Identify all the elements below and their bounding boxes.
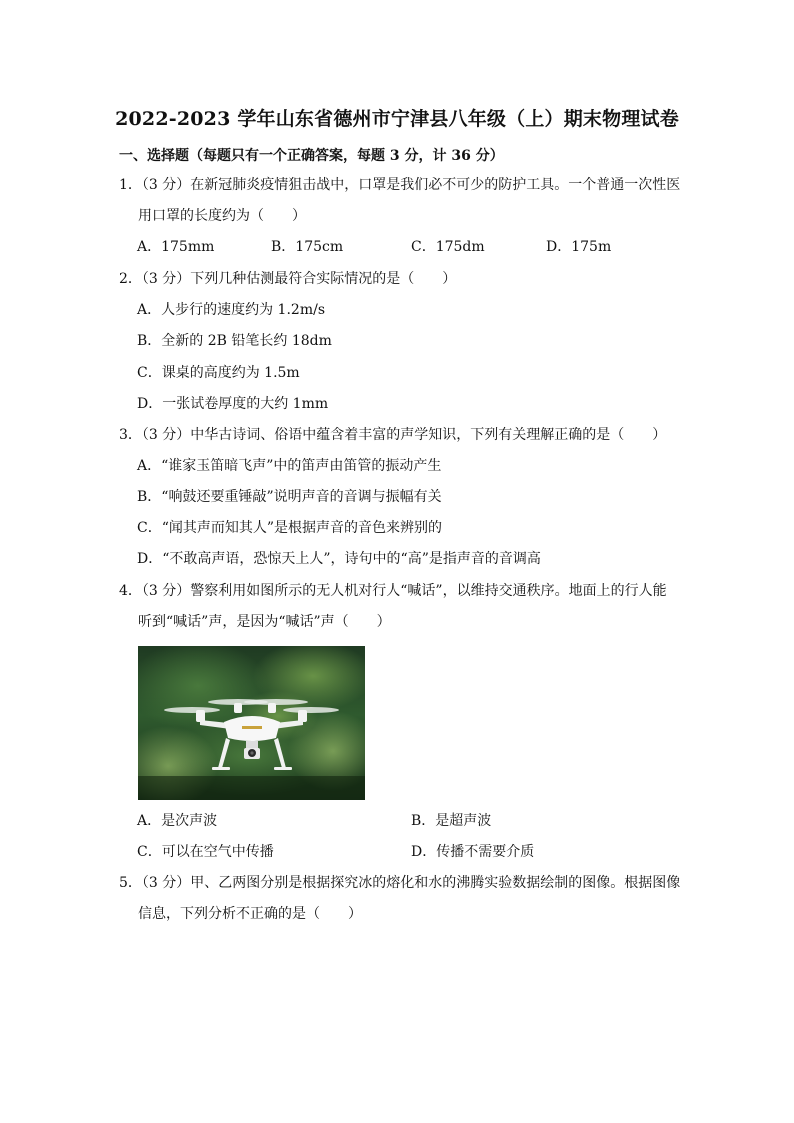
question-1-option-b: B．175cm <box>271 239 344 255</box>
question-3-option-c: C．“闻其声而知其人”是根据声音的音色来辨别的 <box>137 520 443 536</box>
question-3-option-a: A．“谁家玉笛暗飞声”中的笛声由笛管的振动产生 <box>137 458 442 474</box>
drone-photo <box>138 646 365 800</box>
question-2-option-a: A．人步行的速度约为 1.2m/s <box>137 302 326 318</box>
section-heading: 一、选择题（每题只有一个正确答案，每题 3 分，计 36 分） <box>119 148 504 164</box>
question-1-option-c: C．175dm <box>411 239 485 255</box>
question-1-option-d: D．175m <box>546 239 612 255</box>
question-5-line-1: 5．（3 分）甲、乙两图分别是根据探究冰的熔化和水的沸腾实验数据绘制的图像。根据图像 <box>119 875 681 891</box>
question-4-line-1: 4．（3 分）警察利用如图所示的无人机对行人“喊话”，以维持交通秩序。地面上的行人能 <box>119 583 667 599</box>
question-2-line-1: 2．（3 分）下列几种估测最符合实际情况的是（ ） <box>119 271 457 287</box>
question-2-option-d: D．一张试卷厚度的大约 1mm <box>137 396 329 412</box>
question-2-option-b: B．全新的 2B 铅笔长约 18dm <box>137 333 332 349</box>
question-4-option-c: C．可以在空气中传播 <box>137 844 274 860</box>
question-1-line-2: 用口罩的长度约为（ ） <box>138 208 306 224</box>
question-4-option-d: D．传播不需要介质 <box>411 844 535 860</box>
page-title: 2022-2023 学年山东省德州市宁津县八年级（上）期末物理试卷 <box>115 108 679 130</box>
question-1-option-a: A．175mm <box>137 239 215 255</box>
question-3-option-b: B．“响鼓还要重锤敲”说明声音的音调与振幅有关 <box>137 489 442 505</box>
question-4-option-a: A．是次声波 <box>137 813 218 829</box>
question-4-line-2: 听到“喊话”声，是因为“喊话”声（ ） <box>138 614 391 630</box>
question-5-line-2: 信息，下列分析不正确的是（ ） <box>138 906 362 922</box>
question-1-line-1: 1．（3 分）在新冠肺炎疫情狙击战中，口罩是我们必不可少的防护工具。一个普通一次性医 <box>119 177 681 193</box>
question-2-option-c: C．课桌的高度约为 1.5m <box>137 365 300 381</box>
question-3-line-1: 3．（3 分）中华古诗词、俗语中蕴含着丰富的声学知识，下列有关理解正确的是（ ） <box>119 427 667 443</box>
question-4-option-b: B．是超声波 <box>411 813 492 829</box>
question-3-option-d: D．“不敢高声语，恐惊天上人”，诗句中的“高”是指声音的音调高 <box>137 551 541 567</box>
